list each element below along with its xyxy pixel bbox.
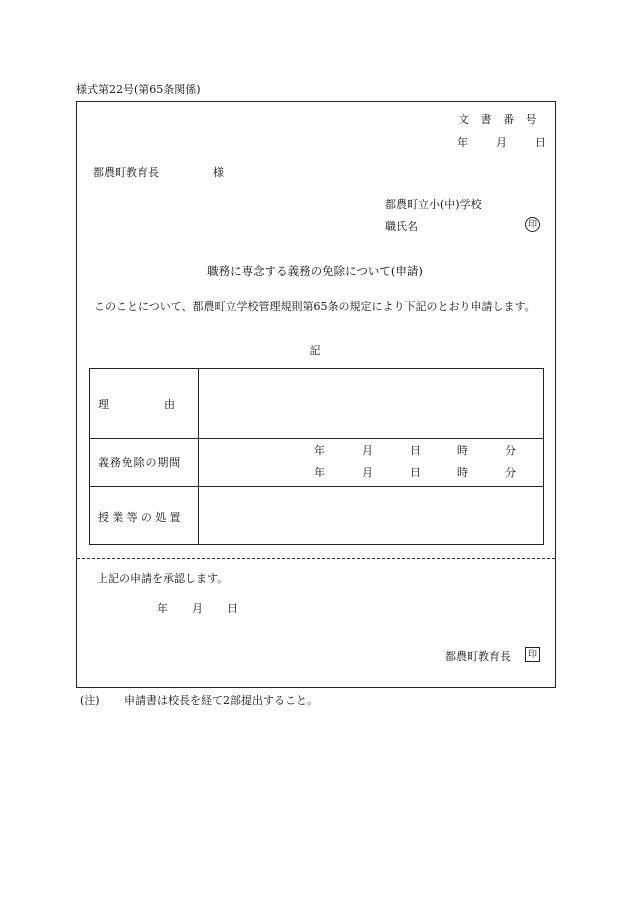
exemption-period-label: 義務免除の期間 [98, 456, 182, 469]
header-date [457, 137, 546, 148]
period-end-year: 年 [314, 466, 325, 479]
header-date-month: 月 [496, 136, 507, 149]
approval-date-month: 月 [192, 602, 203, 615]
table-column-divider [198, 369, 199, 544]
approval-date-year: 年 [157, 602, 168, 615]
addressee-honorific: 様 [213, 166, 224, 179]
addressee-name: 都農町教育長 [93, 166, 159, 179]
applicant-school: 都農町立小(中)学校 [385, 198, 482, 211]
note-text: 申請書は校長を経て2部提出すること。 [124, 694, 318, 707]
period-end-line [314, 467, 516, 478]
approver-seal-icon: 印 [525, 647, 540, 662]
application-table [89, 368, 544, 545]
table-row-divider [90, 438, 543, 439]
header-date-day: 日 [535, 136, 546, 149]
period-end-day: 日 [410, 466, 421, 479]
period-end-minute: 分 [505, 466, 516, 479]
period-start-day: 日 [410, 444, 421, 457]
note-label: (注) [80, 694, 100, 707]
period-end-hour: 時 [457, 466, 468, 479]
approval-statement: 上記の申請を承認します。 [97, 572, 229, 585]
period-start-year: 年 [314, 444, 325, 457]
applicant-seal-icon: 印 [525, 217, 540, 232]
approval-date [157, 603, 238, 614]
reason-label: 理 由 [98, 398, 175, 411]
application-body-text: このことについて、都農町立学校管理規則第65条の規定により下記のとおり申請します。 [94, 300, 536, 313]
period-start-month: 月 [362, 444, 373, 457]
period-start-minute: 分 [505, 444, 516, 457]
table-row-divider [90, 486, 543, 487]
period-start-line [314, 445, 516, 456]
period-start-hour: 時 [457, 444, 468, 457]
approver-title: 都農町教育長 [445, 650, 511, 663]
header-date-year: 年 [457, 136, 468, 149]
applicant-staff-label: 職氏名 [385, 220, 418, 233]
document-title: 職務に専念する義務の免除について(申請) [207, 264, 423, 278]
approval-date-day: 日 [227, 602, 238, 615]
cut-line-divider [77, 558, 555, 559]
ki-heading: 記 [309, 344, 321, 357]
class-handling-label: 授業等の処置 [98, 511, 184, 524]
document-number-label: 文書番号 [458, 113, 549, 126]
form-number-label: 様式第22号(第65条関係) [76, 83, 201, 96]
period-end-month: 月 [362, 466, 373, 479]
